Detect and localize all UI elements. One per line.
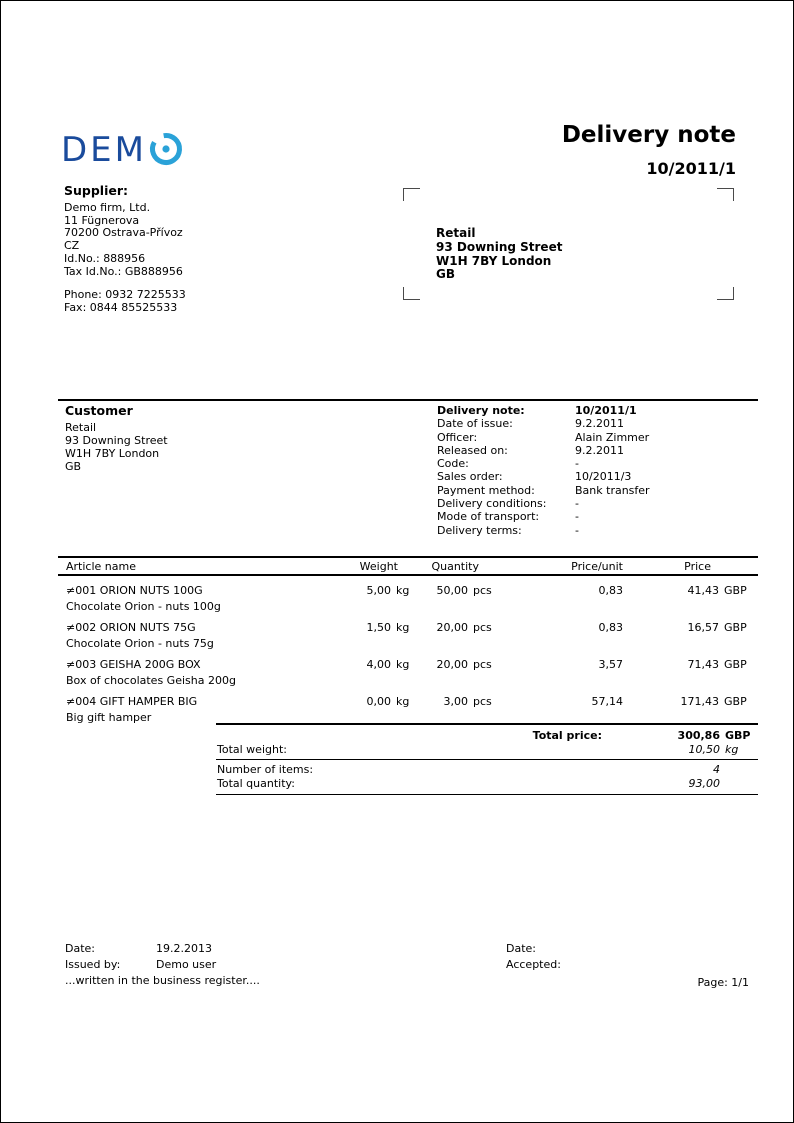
company-logo [61, 129, 184, 171]
article-name: ≠002 ORION NUTS 75G [66, 621, 196, 634]
footer-right [506, 941, 561, 973]
article-name: ≠003 GEISHA 200G BOX [66, 658, 201, 671]
quantity-unit: pcs [473, 658, 492, 671]
detail-label: Delivery terms: [437, 523, 522, 537]
detail-value: 10/2011/1 [575, 404, 637, 417]
detail-row [437, 484, 650, 497]
detail-value: Bank transfer [575, 483, 650, 497]
address-window-bracket-top-left-icon [403, 188, 420, 201]
article-cell [58, 584, 331, 613]
delivery-details [437, 404, 650, 537]
footer-date-row [65, 941, 216, 957]
detail-label: Delivery conditions: [437, 497, 547, 511]
article-description: Big gift hamper [66, 711, 152, 724]
detail-row [437, 417, 650, 430]
number-of-items-label: Number of items: [217, 763, 314, 776]
weight-unit: kg [396, 584, 410, 597]
date-value: 19.2.2013 [156, 942, 212, 955]
detail-value: 10/2011/3 [575, 470, 632, 484]
detail-value: - [575, 497, 579, 511]
weight-unit: kg [396, 658, 410, 671]
customer-address-line: 93 Downing Street [65, 433, 168, 447]
price-currency: GBP [724, 621, 747, 634]
detail-label: Sales order: [437, 470, 503, 484]
total-price-currency: GBP [725, 729, 751, 742]
supplier-address-line: 11 Fügnerova [64, 213, 140, 227]
price-unit-value: 0,83 [598, 584, 623, 597]
price-unit-value: 3,57 [598, 658, 623, 671]
article-name: ≠001 ORION NUTS 100G [66, 584, 203, 597]
total-weight-label: Total weight: [217, 742, 287, 756]
table-row [58, 650, 758, 687]
article-cell [58, 695, 331, 724]
title-block [562, 122, 736, 178]
weight-value: 1,50 [366, 621, 391, 634]
detail-value: 9.2.2011 [575, 417, 624, 431]
shipping-address [436, 227, 562, 282]
detail-row [437, 404, 650, 417]
accepted-label: Accepted: [506, 958, 561, 971]
logo-ring-icon [148, 131, 184, 171]
section-divider [58, 399, 758, 401]
detail-row [437, 470, 650, 483]
logo-text: DEM [61, 130, 147, 170]
shipping-address-line: 93 Downing Street [436, 239, 563, 254]
price-unit-value: 57,14 [591, 695, 623, 708]
page-title: Delivery note [561, 122, 736, 148]
detail-label: Officer: [437, 430, 478, 444]
date-label: Date: [65, 942, 95, 955]
supplier-phone: Phone: 0932 7225533 [64, 288, 186, 301]
weight-unit: kg [396, 621, 410, 634]
detail-label: Code: [437, 457, 469, 471]
items-table [58, 556, 758, 724]
article-cell [58, 621, 331, 650]
total-price-label: Total price: [532, 729, 602, 742]
quantity-unit: pcs [473, 621, 492, 634]
total-weight-unit: kg [725, 742, 739, 756]
shipping-address-line: W1H 7BY London [436, 253, 552, 268]
weight-value: 5,00 [366, 584, 391, 597]
price-value: 16,57 [687, 621, 719, 634]
detail-row [437, 431, 650, 444]
detail-row [437, 524, 650, 537]
business-register-note: ...written in the business register.... [65, 974, 260, 987]
price-value: 71,43 [687, 658, 719, 671]
totals-section [216, 723, 758, 795]
article-cell [58, 658, 331, 687]
detail-value: Alain Zimmer [575, 430, 650, 444]
price-value: 171,43 [680, 695, 719, 708]
total-quantity-row [216, 777, 758, 791]
total-weight-row [216, 743, 758, 757]
detail-row [437, 510, 650, 523]
footer-left [65, 941, 216, 973]
detail-label: Mode of transport: [437, 510, 540, 524]
footer-issued-by-row [65, 957, 216, 973]
supplier-heading: Supplier: [64, 183, 129, 198]
number-of-items-value: 4 [713, 763, 720, 776]
supplier-tax-id-number: Tax Id.No.: GB888956 [64, 264, 183, 278]
price-currency: GBP [724, 584, 747, 597]
total-weight-value: 10,50 [688, 742, 720, 756]
customer-address [65, 422, 168, 474]
customer-address-line: W1H 7BY London [65, 446, 160, 460]
column-header-article: Article name [66, 559, 136, 573]
supplier-address-line: Demo firm, Ltd. [64, 201, 151, 214]
detail-row [437, 444, 650, 457]
column-header-weight: Weight [359, 559, 398, 573]
shipping-address-line: GB [436, 267, 455, 282]
table-row [58, 576, 758, 613]
detail-label: Payment method: [437, 483, 535, 497]
weight-value: 0,00 [366, 695, 391, 708]
quantity-value: 50,00 [436, 584, 468, 597]
table-header-row [58, 556, 758, 576]
supplier-fax: Fax: 0844 85525533 [64, 300, 178, 314]
address-window-bracket-top-right-icon [717, 188, 734, 201]
price-value: 41,43 [687, 584, 719, 597]
supplier-address [64, 202, 183, 278]
quantity-value: 3,00 [443, 695, 468, 708]
total-quantity-label: Total quantity: [217, 776, 295, 790]
article-description: Chocolate Orion - nuts 100g [66, 600, 221, 613]
table-row [58, 687, 758, 724]
shipping-address-line: Retail [436, 226, 476, 240]
quantity-unit: pcs [473, 584, 492, 597]
number-of-items-row [216, 759, 758, 777]
issued-by-label: Issued by: [65, 958, 121, 971]
document-number: 10/2011/1 [646, 159, 736, 178]
price-unit-value: 0,83 [598, 621, 623, 634]
price-currency: GBP [724, 695, 747, 708]
article-description: Box of chocolates Geisha 200g [66, 674, 236, 687]
weight-unit: kg [396, 695, 410, 708]
detail-value: - [575, 510, 579, 524]
column-header-price-unit: Price/unit [571, 559, 623, 573]
detail-label: Delivery note: [437, 404, 525, 417]
page-number: Page: 1/1 [697, 976, 749, 989]
detail-row [437, 457, 650, 470]
detail-value: - [575, 523, 579, 537]
total-quantity-value: 93,00 [688, 776, 720, 790]
address-window-bracket-bottom-left-icon [403, 287, 420, 300]
supplier-id-number: Id.No.: 888956 [64, 251, 146, 265]
price-currency: GBP [724, 658, 747, 671]
supplier-address-line: 70200 Ostrava-Přívoz [64, 226, 183, 240]
article-name: ≠004 GIFT HAMPER BIG [66, 695, 198, 708]
quantity-value: 20,00 [436, 621, 468, 634]
customer-block [65, 404, 168, 474]
detail-value: 9.2.2011 [575, 443, 624, 457]
table-row [58, 613, 758, 650]
weight-value: 4,00 [366, 658, 391, 671]
accepted-date-label: Date: [506, 942, 536, 955]
detail-value: - [575, 457, 579, 471]
total-price-row [216, 729, 758, 743]
customer-address-line: GB [65, 459, 82, 473]
address-window-bracket-bottom-right-icon [717, 287, 734, 300]
column-header-quantity: Quantity [431, 559, 479, 573]
issued-by-value: Demo user [156, 958, 217, 971]
detail-row [437, 497, 650, 510]
article-description: Chocolate Orion - nuts 75g [66, 637, 214, 650]
supplier-contact [64, 289, 186, 314]
quantity-value: 20,00 [436, 658, 468, 671]
quantity-unit: pcs [473, 695, 492, 708]
customer-heading: Customer [65, 403, 133, 418]
customer-address-line: Retail [65, 421, 97, 434]
address-window [403, 188, 734, 300]
supplier-address-line: CZ [64, 239, 80, 253]
column-header-price: Price [684, 559, 711, 573]
detail-label: Released on: [437, 443, 508, 457]
detail-label: Date of issue: [437, 417, 513, 431]
total-price-value: 300,86 [677, 729, 720, 742]
